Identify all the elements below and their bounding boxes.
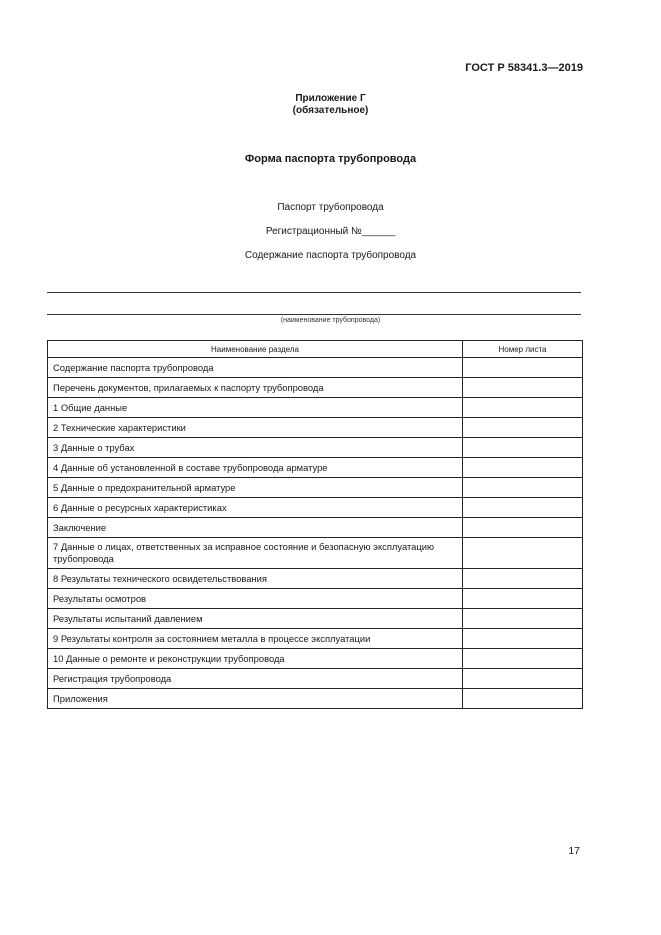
sheet-number-cell[interactable] [463,458,583,478]
sheet-number-cell[interactable] [463,689,583,709]
sheet-number-cell[interactable] [463,669,583,689]
section-name-cell: 9 Результаты контроля за состоянием металла в процессе эксплуатации [48,629,463,649]
section-name-cell: 8 Результаты технического освидетельствования [48,569,463,589]
table-row [48,378,583,398]
section-name-cell: 2 Технические характеристики [48,418,463,438]
section-name-cell: 4 Данные об установленной в составе трубопровода арматуре [48,458,463,478]
sheet-number-cell[interactable] [463,418,583,438]
section-name-cell: 10 Данные о ремонте и реконструкции трубопровода [48,649,463,669]
table-row [48,478,583,498]
table-row [48,418,583,438]
table-row [48,629,583,649]
passport-title: Паспорт трубопровода [277,202,384,213]
appendix-heading [0,93,661,117]
section-name-cell: Приложения [48,689,463,709]
section-name-cell: 7 Данные о лицах, ответственных за исправное состояние и безопасную эксплуатацию трубопровода [48,538,463,569]
sheet-number-cell[interactable] [463,498,583,518]
appendix-note: (обязательное) [292,105,369,116]
section-name-cell: Результаты испытаний давлением [48,609,463,629]
sheet-number-cell[interactable] [463,569,583,589]
section-name-cell: Содержание паспорта трубопровода [48,358,463,378]
section-name-cell: Перечень документов, прилагаемых к паспорту трубопровода [48,378,463,398]
table-row [48,518,583,538]
section-name-cell: Заключение [48,518,463,538]
section-name-cell: Результаты осмотров [48,589,463,609]
table-row [48,649,583,669]
sheet-number-cell[interactable] [463,609,583,629]
registration-number: Регистрационный №______ [265,226,396,237]
sheet-number-cell[interactable] [463,538,583,569]
pipeline-name-caption: (наименование трубопровода) [280,317,381,324]
table-row [48,538,583,569]
contents-table [47,340,583,709]
section-name-cell: 6 Данные о ресурсных характеристиках [48,498,463,518]
sheet-number-cell[interactable] [463,649,583,669]
sheet-number-cell[interactable] [463,518,583,538]
page-number: 17 [568,845,580,857]
document-code: ГОСТ Р 58341.3—2019 [465,62,583,74]
column-header-sheet: Номер листа [463,341,583,358]
sheet-number-cell[interactable] [463,358,583,378]
table-row [48,358,583,378]
table-row [48,589,583,609]
sheet-number-cell[interactable] [463,438,583,458]
table-row [48,689,583,709]
table-row [48,498,583,518]
sheet-number-cell[interactable] [463,398,583,418]
appendix-title: Приложение Г [295,93,366,104]
table-header-row [48,341,583,358]
section-name-cell: 1 Общие данные [48,398,463,418]
sheet-number-cell[interactable] [463,589,583,609]
column-header-section: Наименование раздела [48,341,463,358]
contents-title: Содержание паспорта трубопровода [244,250,417,261]
table-row [48,569,583,589]
sheet-number-cell[interactable] [463,478,583,498]
section-name-cell: Регистрация трубопровода [48,669,463,689]
section-name-cell: 5 Данные о предохранительной арматуре [48,478,463,498]
table-row [48,438,583,458]
form-title: Форма паспорта трубопровода [244,153,417,165]
sheet-number-cell[interactable] [463,629,583,649]
sheet-number-cell[interactable] [463,378,583,398]
table-row [48,398,583,418]
table-row [48,669,583,689]
table-row [48,458,583,478]
section-name-cell: 3 Данные о трубах [48,438,463,458]
pipeline-name-line-1 [47,292,581,293]
pipeline-name-line-2 [47,314,581,315]
table-row [48,609,583,629]
